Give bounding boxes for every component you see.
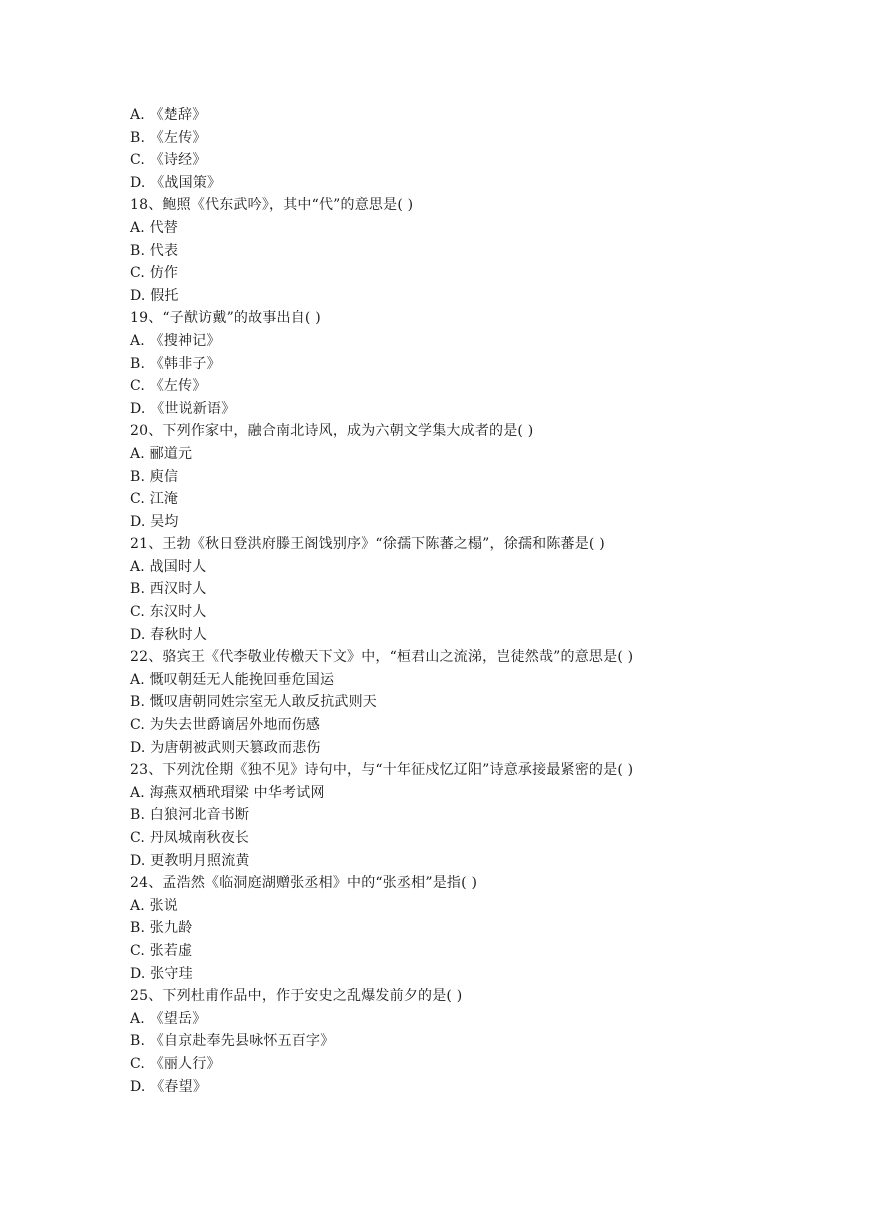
q18-option-a: A. 代替 (130, 219, 179, 236)
option-c-shijing: C. 《诗经》 (130, 152, 207, 169)
q19-option-c: C. 《左传》 (130, 378, 207, 395)
q24-option-b: B. 张九龄 (130, 920, 193, 937)
q24-option-c: C. 张若虚 (130, 942, 193, 959)
q18-option-c: C. 仿作 (130, 265, 179, 282)
question-21: 21、王勃《秋日登洪府滕王阁饯别序》“徐孺下陈蕃之榻”，徐孺和陈蕃是( ) (130, 536, 605, 553)
q22-option-a: A. 慨叹朝廷无人能挽回垂危国运 (130, 671, 335, 688)
q23-option-d: D. 更教明月照流黄 (130, 852, 250, 869)
q22-option-c: C. 为失去世爵谪居外地而伤感 (130, 717, 321, 734)
question-23: 23、下列沈佺期《独不见》诗句中，与“十年征戍忆辽阳”诗意承接最紧密的是( ) (130, 762, 634, 779)
q19-option-a: A. 《搜神记》 (130, 332, 221, 349)
question-18: 18、鲍照《代东武吟》，其中“代”的意思是( ) (130, 197, 414, 214)
question-24: 24、孟浩然《临洞庭湖赠张丞相》中的“张丞相”是指( ) (130, 875, 478, 892)
option-d-zhanguoce: D. 《战国策》 (130, 174, 222, 191)
q23-option-a: A. 海燕双栖玳瑁梁 中华考试网 (130, 784, 325, 801)
q20-option-a: A. 郦道元 (130, 445, 193, 462)
q20-option-b: B. 庾信 (130, 468, 179, 485)
question-22: 22、骆宾王《代李敬业传檄天下文》中，“桓君山之流涕，岂徒然哉”的意思是( ) (130, 649, 634, 666)
q22-option-b: B. 慨叹唐朝同姓宗室无人敢反抗武则天 (130, 694, 377, 711)
q23-option-c: C. 丹凤城南秋夜长 (130, 830, 250, 846)
q21-option-d: D. 春秋时人 (130, 626, 208, 643)
q21-option-c: C. 东汉时人 (130, 604, 207, 621)
q18-option-b: B. 代表 (130, 242, 179, 259)
q25-option-b: B. 《自京赴奉先县咏怀五百字》 (130, 1033, 335, 1050)
q21-option-b: B. 西汉时人 (130, 581, 207, 598)
q18-option-d: D. 假托 (130, 287, 179, 304)
q25-option-a: A. 《望岳》 (130, 1010, 207, 1027)
option-b-zuozhuan: B. 《左传》 (130, 129, 207, 146)
option-a-chuci: A. 《楚辞》 (130, 107, 207, 123)
q22-option-d: D. 为唐朝被武则天篡政而悲伤 (130, 739, 321, 756)
q24-option-d: D. 张守珪 (130, 965, 193, 982)
q21-option-a: A. 战国时人 (130, 558, 207, 575)
q25-option-d: D. 《春望》 (130, 1078, 208, 1095)
q19-option-d: D. 《世说新语》 (130, 400, 236, 417)
q20-option-c: C. 江淹 (130, 491, 179, 508)
question-20: 20、下列作家中，融合南北诗风，成为六朝文学集大成者的是( ) (130, 423, 534, 440)
question-25: 25、下列杜甫作品中，作于安史之乱爆发前夕的是( ) (130, 988, 463, 1005)
question-19: 19、“子猷访戴”的故事出自( ) (130, 310, 321, 327)
q23-option-b: B. 白狼河北音书断 (130, 807, 250, 824)
q25-option-c: C. 《丽人行》 (130, 1055, 221, 1072)
document-page (130, 104, 830, 1098)
q24-option-a: A. 张说 (130, 897, 179, 914)
q19-option-b: B. 《韩非子》 (130, 355, 221, 372)
q20-option-d: D. 吴均 (130, 513, 179, 530)
